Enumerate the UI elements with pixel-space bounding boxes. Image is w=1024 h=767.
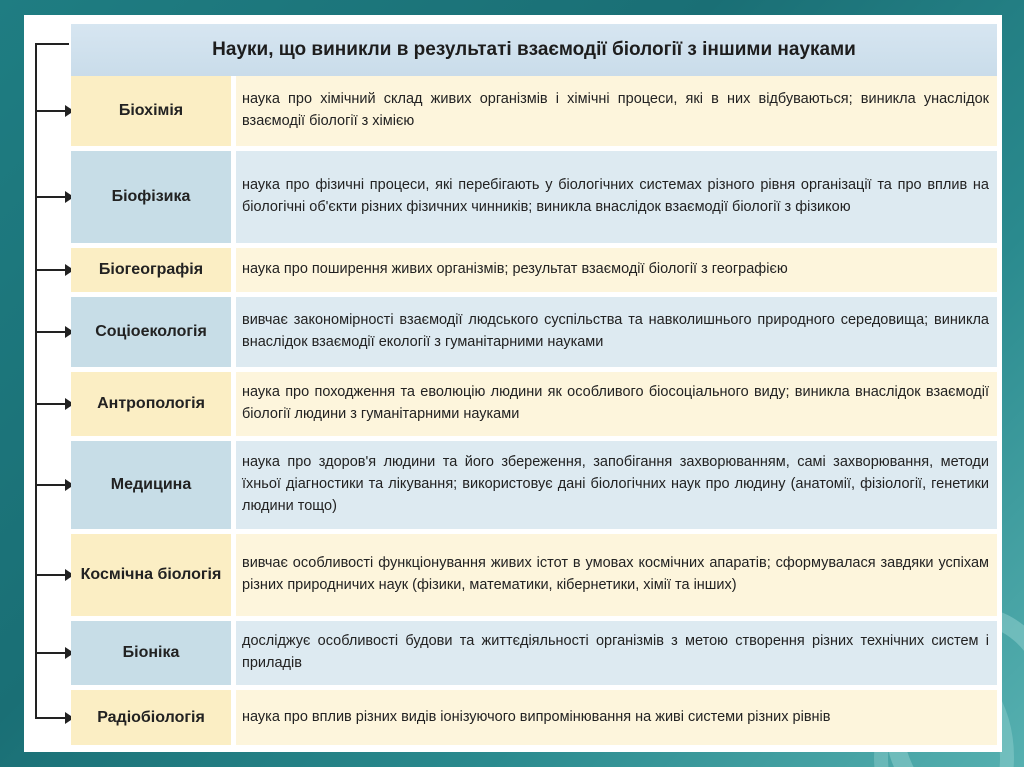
arrow-icon — [35, 403, 68, 405]
arrow-icon — [35, 110, 68, 112]
arrow-icon — [35, 717, 68, 719]
science-description: наука про поширення живих організмів; результат взаємодії біології з географією — [236, 248, 997, 292]
science-name: Біофізика — [71, 151, 231, 243]
science-name: Соціоекологія — [71, 297, 231, 367]
table-row-anthropology — [71, 372, 997, 436]
connector-line — [35, 43, 37, 719]
arrow-icon — [35, 196, 68, 198]
table-row-radiobiology — [71, 690, 997, 745]
connector-top — [35, 43, 69, 45]
science-description: наука про вплив різних видів іонізуючого випромінювання на живі системи різних рівнів — [236, 690, 997, 745]
table-row-socioecology — [71, 297, 997, 367]
table-row-biophysics — [71, 151, 997, 243]
table-row-biochemistry — [71, 76, 997, 146]
arrow-icon — [35, 652, 68, 654]
science-name: Біоніка — [71, 621, 231, 685]
science-name: Антропологія — [71, 372, 231, 436]
table-title: Науки, що виникли в результаті взаємодії біології з іншими науками — [71, 24, 997, 76]
table-row-space-biology — [71, 534, 997, 616]
table-row-biogeography — [71, 248, 997, 292]
table-row-bionics — [71, 621, 997, 685]
science-description: досліджує особливості будови та життєдіяльності організмів з метою створення різних технічних систем і приладів — [236, 621, 997, 685]
science-name: Біохімія — [71, 76, 231, 146]
science-description: вивчає закономірності взаємодії людського суспільства та навколишнього природного середовища; виникла внаслідок взаємодії екології з гуманітарними науками — [236, 297, 997, 367]
arrow-icon — [35, 574, 68, 576]
arrow-icon — [35, 331, 68, 333]
science-name: Біогеографія — [71, 248, 231, 292]
science-description: вивчає особливості функціонування живих істот в умовах космічних апаратів; сформувалася завдяки успіхам різних природничих наук (фізики, математики, кібернетики, хімії та інших) — [236, 534, 997, 616]
arrow-icon — [35, 269, 68, 271]
science-name: Медицина — [71, 441, 231, 529]
science-description: наука про хімічний склад живих організмів і хімічні процеси, які в них відбуваються; виникла унаслідок взаємодії біології з хімією — [236, 76, 997, 146]
arrow-icon — [35, 484, 68, 486]
science-description: наука про фізичні процеси, які перебігають у біологічних системах різного рівня організації та про вплив на біологічні об'єкти різних фізичних чинників; виникла внаслідок взаємодії біології з фізикою — [236, 151, 997, 243]
slide-card — [24, 15, 1002, 752]
science-description: наука про походження та еволюцію людини як особливого біосоціального виду; виникла внаслідок взаємодії біології людини з гуманітарними науками — [236, 372, 997, 436]
science-name: Радіобіологія — [71, 690, 231, 745]
science-description: наука про здоров'я людини та його збереження, запобігання захворюванням, самі захворювання, методи їхньої діагностики та лікування; використовує дані біологічних наук про людину (анатомії, фізіології, генетики людини тощо) — [236, 441, 997, 529]
science-name: Космічна біологія — [71, 534, 231, 616]
table-row-medicine — [71, 441, 997, 529]
